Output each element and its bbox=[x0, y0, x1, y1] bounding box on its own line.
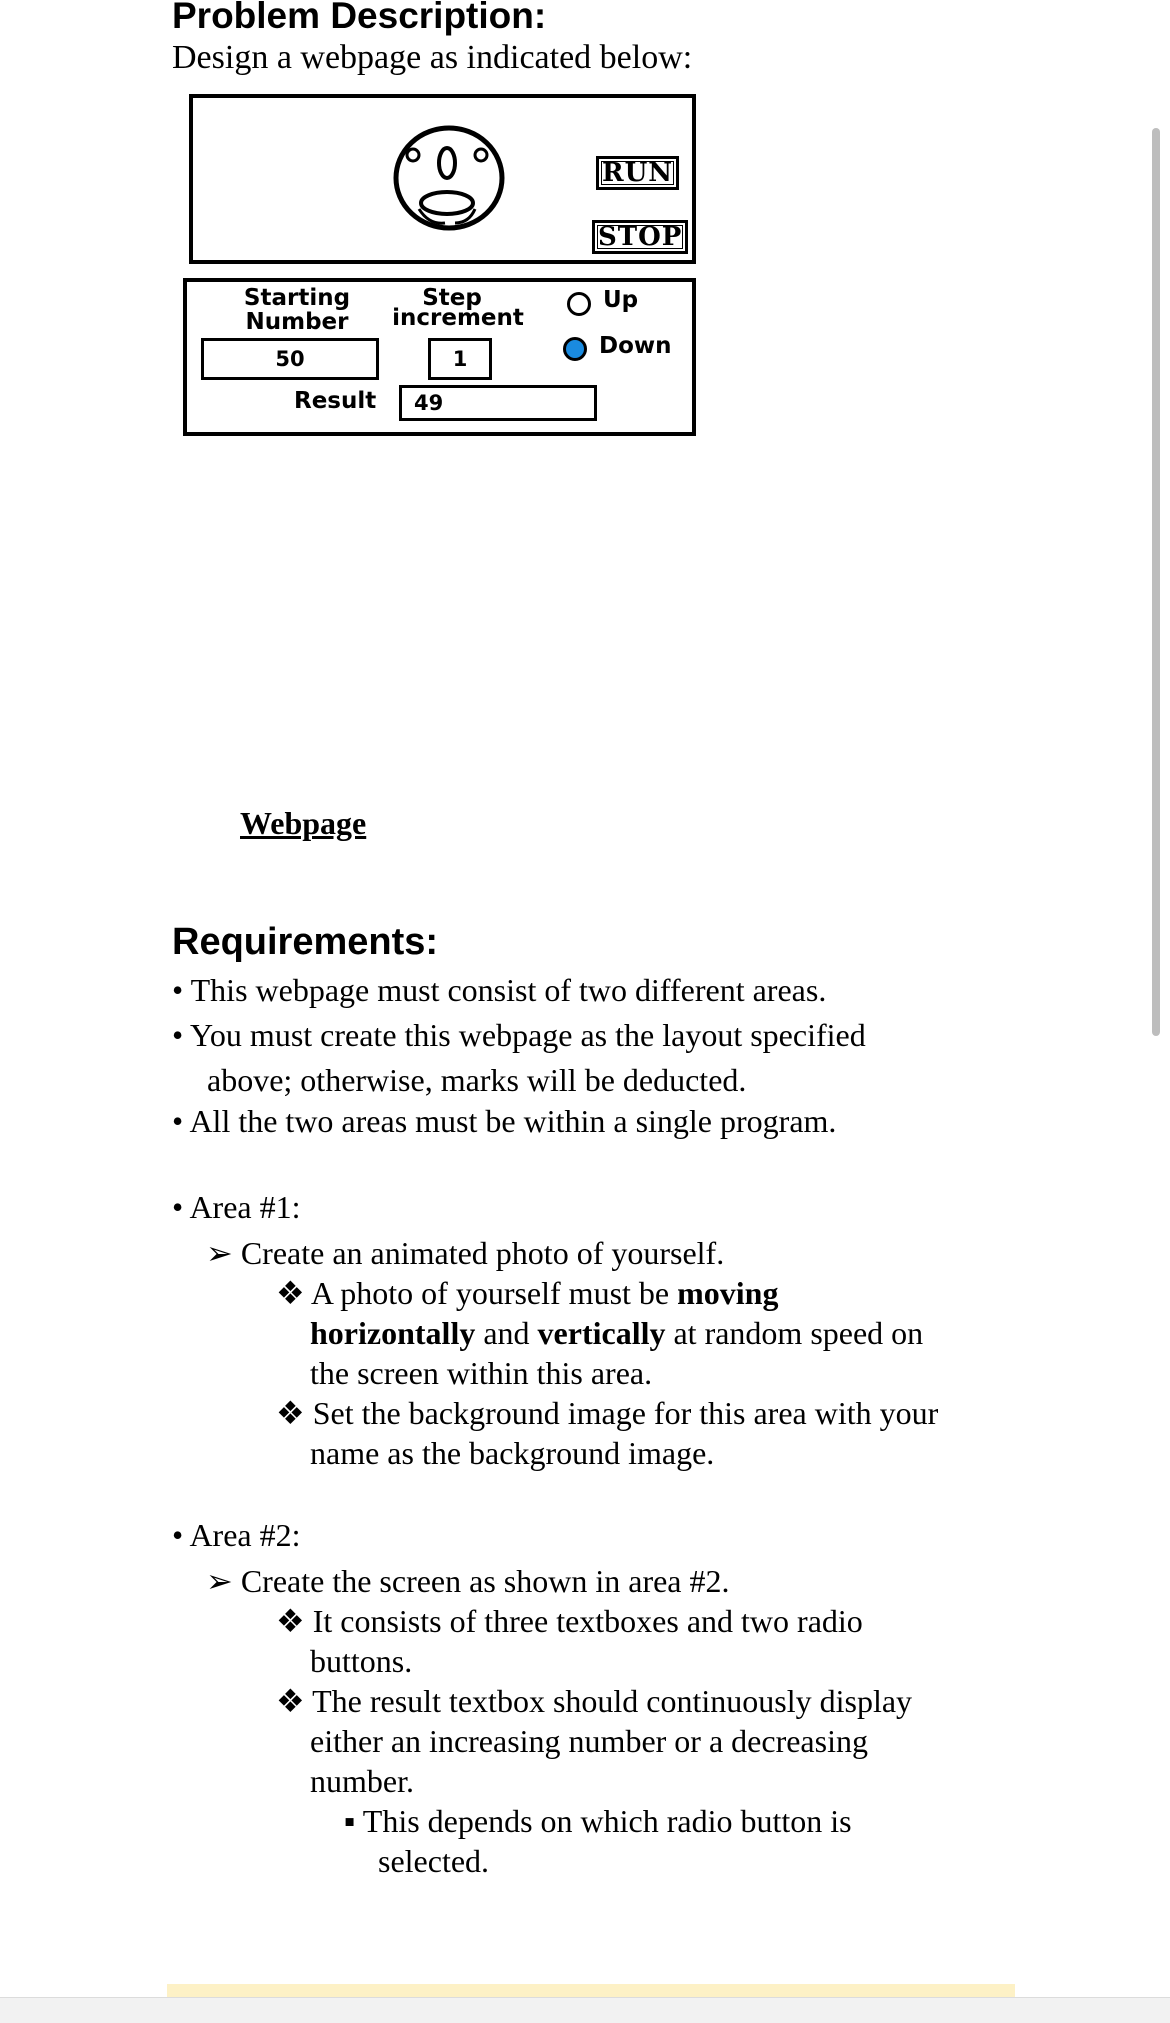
step-increment-label-line2: increment bbox=[392, 305, 524, 331]
radio-up[interactable] bbox=[567, 292, 591, 316]
arrowhead-icon: ➢ bbox=[206, 1235, 233, 1271]
area2-subitem: ➢ Create the screen as shown in area #2. bbox=[206, 1563, 730, 1599]
square-bullet-icon: ▪ bbox=[344, 1803, 356, 1839]
run-button[interactable]: RUN bbox=[596, 156, 679, 190]
area1-point-1-line2: horizontally and vertically at random speed on bbox=[310, 1315, 924, 1351]
starting-number-label-line1: Starting bbox=[243, 285, 351, 311]
diamond-bullet-icon: ❖ bbox=[276, 1683, 305, 1719]
area2-point-2-line2: either an increasing number or a decreasing bbox=[310, 1723, 868, 1759]
figure-caption: Webpage bbox=[240, 805, 367, 841]
arrowhead-icon: ➢ bbox=[206, 1563, 233, 1599]
bullet-item: • You must create this webpage as the layout specified bbox=[172, 1017, 866, 1053]
webpage-figure bbox=[181, 88, 704, 446]
step-increment-input[interactable]: 1 bbox=[428, 338, 492, 380]
bullet-item-continued: above; otherwise, marks will be deducted. bbox=[207, 1062, 747, 1098]
bullet-icon: • bbox=[172, 1103, 184, 1139]
result-label: Result bbox=[294, 388, 377, 414]
bottom-toolbar bbox=[0, 1997, 1170, 2023]
area1-subitem: ➢ Create an animated photo of yourself. bbox=[206, 1235, 725, 1271]
radio-down[interactable] bbox=[563, 337, 587, 361]
bullet-icon: • bbox=[172, 1017, 184, 1053]
area1-heading: • Area #1: bbox=[172, 1189, 301, 1225]
area1-point-1-line3: the screen within this area. bbox=[310, 1355, 653, 1391]
problem-heading: Problem Description: bbox=[172, 0, 547, 36]
area1-point-1: ❖ A photo of yourself must be moving bbox=[276, 1275, 779, 1311]
requirements-heading: Requirements: bbox=[172, 921, 439, 963]
area2-point-2-line3: number. bbox=[310, 1763, 414, 1799]
bullet-item: • This webpage must consist of two different areas. bbox=[172, 972, 827, 1008]
area1-point-2: ❖ Set the background image for this area with your bbox=[276, 1395, 939, 1431]
diamond-bullet-icon: ❖ bbox=[276, 1275, 305, 1311]
intro-text: Design a webpage as indicated below: bbox=[172, 39, 693, 76]
bullet-icon: • bbox=[172, 1517, 184, 1553]
area1-point-2-line2: name as the background image. bbox=[310, 1435, 715, 1471]
step-increment-label-line1: Step bbox=[422, 285, 482, 311]
highlight-strip bbox=[167, 1984, 1015, 1998]
bullet-item: • All the two areas must be within a single program. bbox=[172, 1103, 837, 1139]
area2-sub-point: ▪ This depends on which radio button is bbox=[344, 1803, 852, 1839]
face-icon bbox=[389, 123, 509, 233]
diamond-bullet-icon: ❖ bbox=[276, 1395, 305, 1431]
area2-heading: • Area #2: bbox=[172, 1517, 301, 1553]
area2-point-2: ❖ The result textbox should continuously display bbox=[276, 1683, 913, 1719]
radio-up-label: Up bbox=[603, 287, 639, 313]
area-1-box bbox=[189, 94, 696, 264]
area2-point-1: ❖ It consists of three textboxes and two radio bbox=[276, 1603, 863, 1639]
stop-button[interactable]: STOP bbox=[592, 220, 688, 254]
bullet-icon: • bbox=[172, 1189, 184, 1225]
area-2-box bbox=[183, 278, 696, 436]
area2-sub-point-line2: selected. bbox=[378, 1843, 490, 1879]
diamond-bullet-icon: ❖ bbox=[276, 1603, 305, 1639]
area2-point-1-line2: buttons. bbox=[310, 1643, 413, 1679]
radio-down-label: Down bbox=[599, 333, 672, 359]
bullet-icon: • bbox=[172, 972, 184, 1008]
result-input[interactable]: 49 bbox=[399, 385, 597, 421]
starting-number-input[interactable]: 50 bbox=[201, 338, 379, 380]
starting-number-label-line2: Number bbox=[245, 309, 349, 335]
vertical-scrollbar[interactable] bbox=[1152, 128, 1160, 1036]
